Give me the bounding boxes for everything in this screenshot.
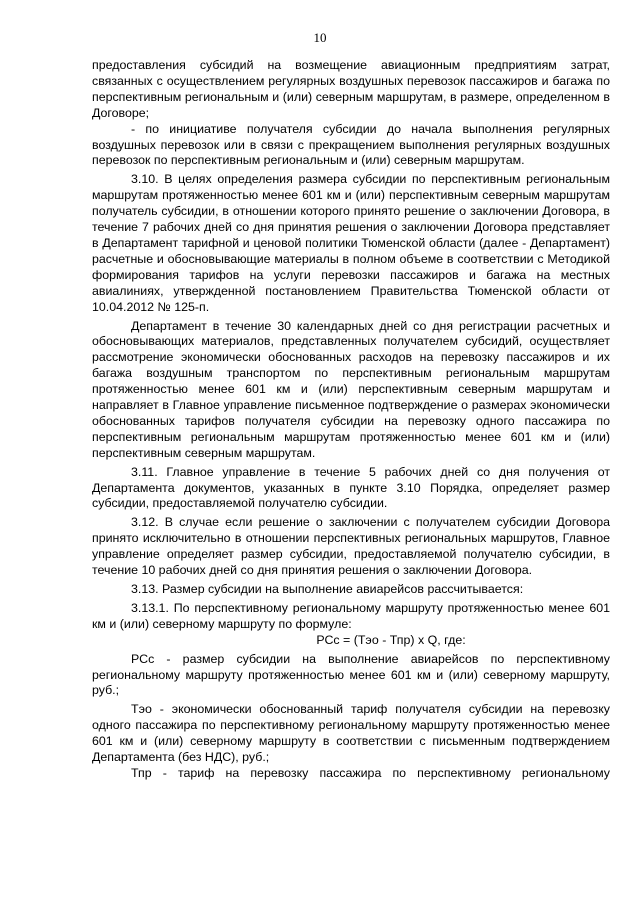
definition-teo: Тэо - экономически обоснованный тариф получателя субсидии на перевозку одного пассажира по перспективному региональному маршруту протяженностью менее 601 км и (или) северному маршруту в соответствии с письменным подтверждением Департамента (без НДС), руб.; [92, 702, 610, 765]
page-number: 10 [313, 30, 327, 45]
definition-rss: РСс - размер субсидии на выполнение авиарейсов по перспективному региональному маршруту протяженностью менее 601 км и (или) северному маршруту, руб.; [92, 651, 610, 698]
paragraph-3-13: 3.13. Размер субсидии на выполнение авиарейсов рассчитывается: [131, 582, 524, 596]
document-body [92, 58, 610, 782]
paragraph-department: Департамент в течение 30 календарных дней со дня регистрации расчетных и обосновывающих материалов, представленных получателем субсидий, осуществляет рассмотрение экономически обоснованных расходов на перевозку пассажиров и их багажа воздушным транспортом по перспективным региональным маршрутам протяженностью менее 601 км и (или) перспективным северным маршрутам и направляет в Главное управление письменное подтверждение о размерах экономически обоснованных тарифов получателя субсидии на перевозку одного пассажира по перспективным региональным маршрутам протяженностью менее 601 км и (или) перспективным северным маршрутам. [92, 318, 610, 460]
paragraph-termination-initiative: - по инициативе получателя субсидии до начала выполнения регулярных воздушных перевозок или в связи с прекращением выполнения регулярных воздушных перевозок по перспективным региональным и (или) северным маршрутам. [92, 121, 610, 168]
subsidy-formula: РСс = (Тэо - Тпр) x Q, где: [316, 632, 466, 647]
paragraph-continuation: предоставления субсидий на возмещение авиационным предприятиям затрат, связанных с осуществлением регулярных воздушных перевозок пассажиров и багажа по перспективным региональным и (или) северным маршрутам, в размере, определенном в Договоре; [92, 58, 610, 120]
definition-tpr: Тпр - тариф на перевозку пассажира по перспективному региональному [131, 765, 610, 780]
paragraph-3-10: 3.10. В целях определения размера субсидии по перспективным региональным маршрутам протяженностью менее 601 км и (или) перспективным северным маршрутам получатель субсидии, в отношении которого принято решение о заключении Договора, в течение 7 рабочих дней со дня принятия решения о заключении Договора представляет в Департамент тарифной и ценовой политики Тюменской области (далее - Департамент) расчетные и обосновывающие материалы в полном объеме в соответствии с Методикой формирования тарифов на услуги перевозки пассажиров и багажа на местных авиалиниях, утвержденной постановлением Правительства Тюменской области от 10.04.2012 № 125-п. [92, 172, 610, 314]
paragraph-3-12: 3.12. В случае если решение о заключении с получателем субсидии Договора принято исключительно в отношении перспективных региональных маршрутов, Главное управление определяет размер субсидии, предоставляемой получателю субсидии, в течение 10 рабочих дней со дня принятия решения о заключении Договора. [92, 515, 610, 578]
paragraph-3-13-1: 3.13.1. По перспективному региональному маршруту протяженностью менее 601 км и (или) северному маршруту по формуле: [92, 600, 610, 631]
paragraph-3-11: 3.11. Главное управление в течение 5 рабочих дней со дня получения от Департамента документов, указанных в пункте 3.10 Порядка, определяет размер субсидии, предоставляемой получателю субсидии. [92, 464, 610, 511]
